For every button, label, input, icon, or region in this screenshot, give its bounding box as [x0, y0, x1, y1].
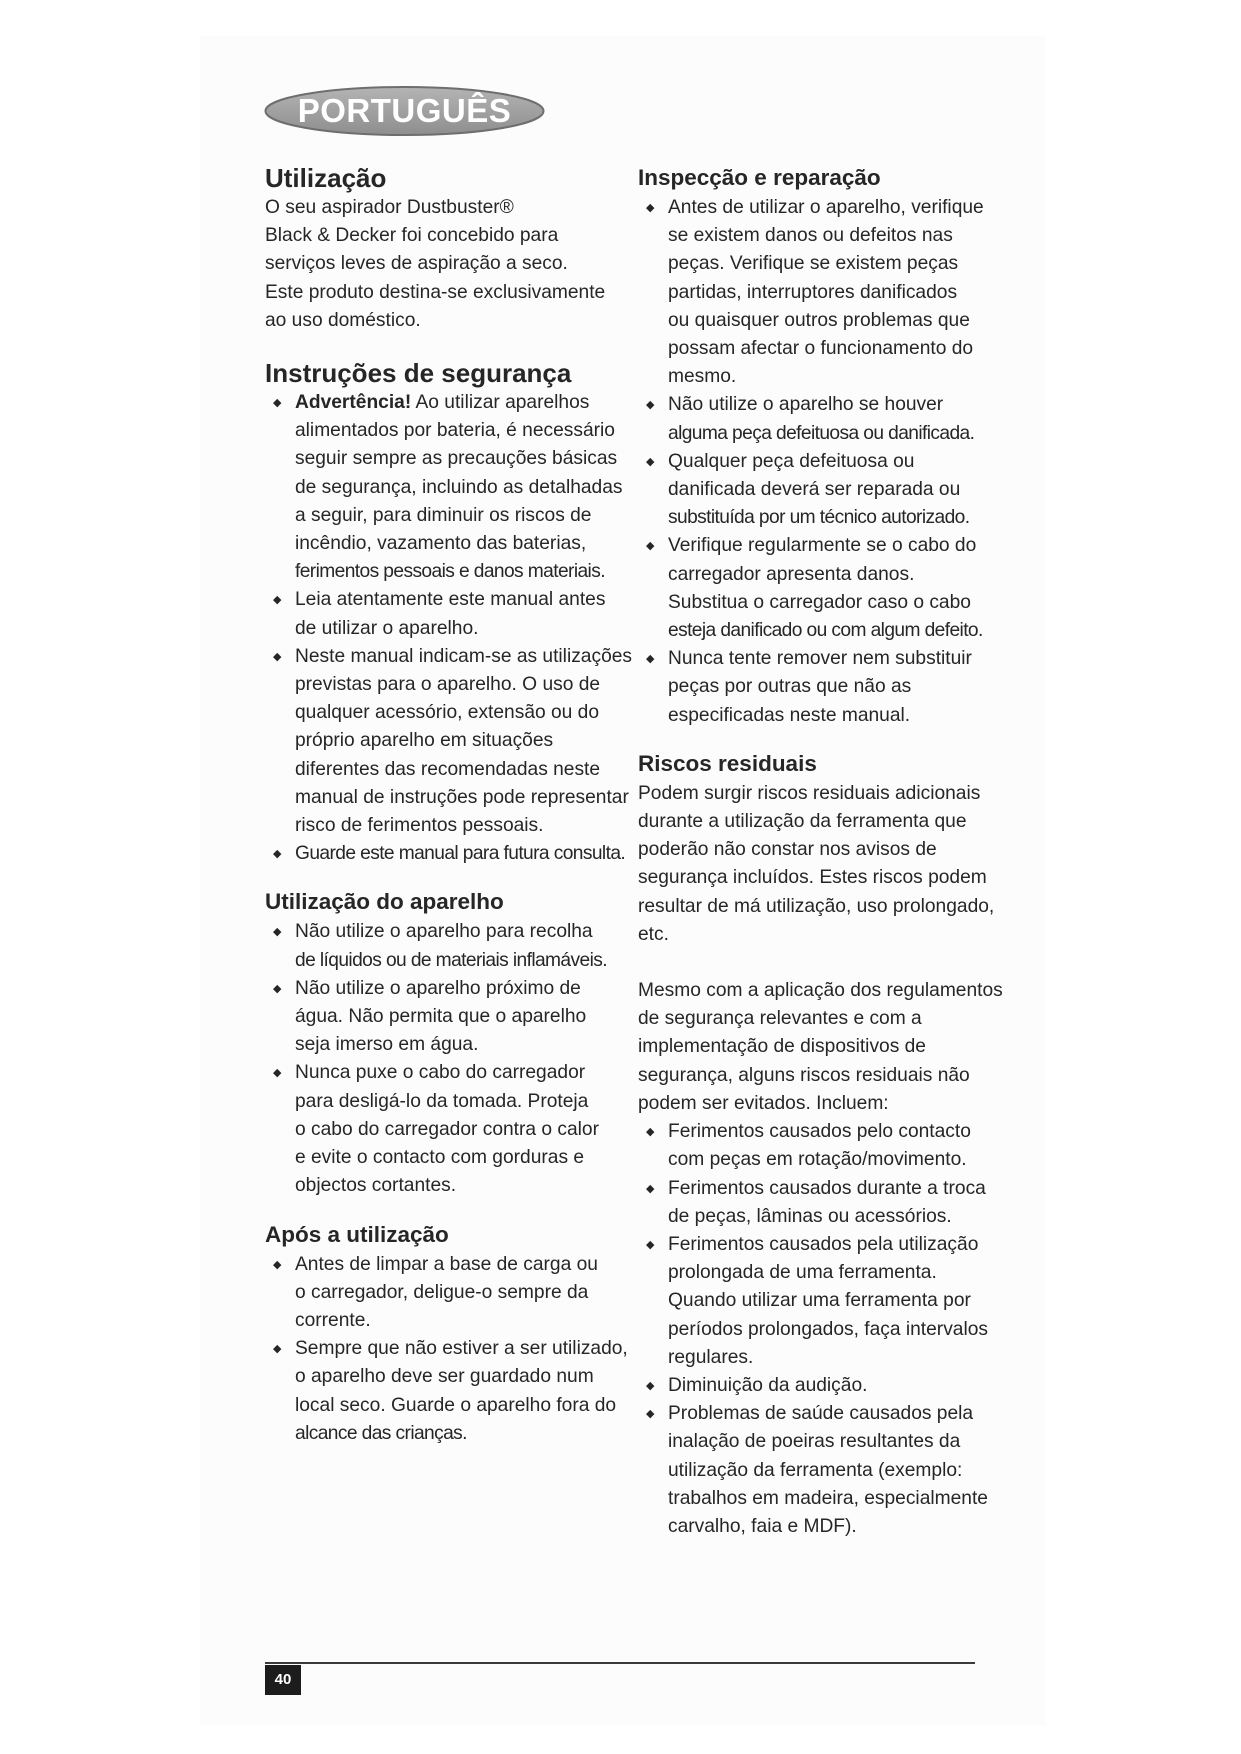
text-line: mesmo. — [668, 366, 737, 388]
text-line: Não utilize o aparelho para recolha — [295, 921, 593, 943]
list-riscos — [638, 1118, 1010, 1541]
text-line: Ferimentos causados pela utilização — [668, 1233, 979, 1255]
text-line: se existem danos ou defeitos nas — [668, 225, 953, 247]
text-line: Sempre que não estiver a ser utilizado, — [295, 1338, 628, 1360]
list-item — [265, 586, 635, 642]
text-line: Antes de utilizar o aparelho, verifique — [668, 197, 984, 218]
text-line: previstas para o aparelho. O uso de — [295, 674, 601, 696]
list-item — [638, 391, 1010, 447]
text-line: ou quaisquer outros problemas que — [668, 309, 970, 331]
text-line: diferentes das recomendadas neste — [295, 758, 601, 780]
text-line: alcance das crianças. — [295, 1422, 467, 1444]
text-line: local seco. Guarde o aparelho fora do — [295, 1394, 617, 1416]
text-line: carvalho, faia e MDF). — [668, 1515, 857, 1537]
list-item — [265, 918, 635, 974]
text-line: serviços leves de aspiração a seco. — [265, 253, 568, 275]
list-item — [638, 1400, 1010, 1541]
text-line: especificadas neste manual. — [668, 704, 911, 726]
text-line: Não utilize o aparelho próximo de — [295, 977, 581, 999]
section-utilizacao-aparelho — [265, 886, 635, 1200]
text-line: seja imerso em água. — [295, 1034, 479, 1056]
text-line: água. Não permita que o aparelho — [295, 1006, 587, 1028]
text-line: partidas, interruptores danificados — [668, 281, 958, 303]
diamond-bullet-icon: ◆ — [273, 1343, 282, 1356]
section-riscos-residuais — [638, 748, 1010, 1541]
text-line: segurança incluídos. Estes riscos podem — [638, 867, 987, 889]
text-line: Neste manual indicam-se as utilizações — [295, 645, 632, 667]
diamond-bullet-icon: ◆ — [273, 982, 282, 995]
heading-utilizacao: Utilização — [265, 163, 387, 193]
paragraph-utilizacao — [265, 194, 635, 335]
text-line: Quando utilizar uma ferramenta por — [668, 1290, 971, 1312]
diamond-bullet-icon: ◆ — [646, 1408, 655, 1421]
text-line: para desligá-lo da tomada. Proteja — [295, 1090, 589, 1112]
list-inspeccao — [638, 194, 1010, 730]
heading-apos-utilizacao: Após a utilização — [265, 1221, 449, 1247]
diamond-bullet-icon: ◆ — [273, 397, 282, 410]
list-item — [265, 643, 635, 840]
section-inspeccao — [638, 162, 1010, 730]
text-line: Ferimentos causados pelo contacto — [668, 1121, 971, 1143]
text-line: Mesmo com a aplicação dos regulamentos — [638, 980, 1003, 1002]
list-seguranca — [265, 389, 635, 868]
text-line: etc. — [638, 923, 669, 945]
heading-instrucoes-seguranca: Instruções de segurança — [265, 358, 572, 389]
text-line: incêndio, vazamento das baterias, — [295, 533, 587, 555]
text-line: peças. Verifique se existem peças — [668, 253, 959, 275]
text-line: trabalhos em madeira, especialmente — [668, 1487, 988, 1509]
text-line: Ao utilizar aparelhos — [411, 392, 590, 414]
list-uso — [265, 918, 635, 1200]
text-line: segurança, alguns riscos residuais não — [638, 1064, 970, 1086]
list-apos — [265, 1251, 635, 1448]
text-line: seguir sempre as precauções básicas — [295, 448, 618, 470]
text-line: de peças, lâminas ou acessórios. — [668, 1205, 952, 1227]
list-item — [265, 389, 635, 586]
text-line: utilização da ferramenta (exemplo: — [668, 1459, 963, 1481]
heading-utilizacao-aparelho: Utilização do aparelho — [265, 889, 504, 915]
text-line: Qualquer peça defeituosa ou — [668, 450, 915, 472]
text-line: Substitua o carregador caso o cabo — [668, 591, 971, 613]
text-line: peças por outras que não as — [668, 676, 912, 698]
text-line: podem ser evitados. Incluem: — [638, 1092, 889, 1114]
text-line: Não utilize o aparelho se houver — [668, 394, 944, 416]
text-line: Problemas de saúde causados pela — [668, 1403, 974, 1425]
diamond-bullet-icon: ◆ — [646, 1238, 655, 1251]
text-line: durante a utilização da ferramenta que — [638, 811, 967, 833]
text-line: Nunca tente remover nem substituir — [668, 648, 972, 670]
list-item — [638, 645, 1010, 730]
text-line: de segurança relevantes e com a — [638, 1008, 922, 1030]
text-line: qualquer acessório, extensão ou do — [295, 702, 600, 724]
list-item — [638, 1372, 1010, 1400]
diamond-bullet-icon: ◆ — [273, 594, 282, 607]
text-line: alguma peça defeituosa ou danificada. — [668, 422, 975, 444]
text-line: de segurança, incluindo as detalhadas — [295, 476, 623, 498]
list-item — [265, 975, 635, 1060]
section-instrucoes-seguranca — [265, 357, 635, 868]
text-line: Verifique regularmente se o cabo do — [668, 535, 977, 557]
text-line: Este produto destina-se exclusivamente — [265, 281, 606, 303]
diamond-bullet-icon: ◆ — [273, 848, 282, 861]
diamond-bullet-icon: ◆ — [273, 926, 282, 939]
list-item — [265, 1059, 635, 1200]
text-line: regulares. — [668, 1346, 754, 1368]
heading-inspeccao: Inspecção e reparação — [638, 165, 881, 190]
text-line: risco de ferimentos pessoais. — [295, 815, 544, 837]
text-line: objectos cortantes. — [295, 1175, 457, 1197]
text-line: alimentados por bateria, é necessário — [295, 420, 615, 442]
footer-rule — [265, 1662, 975, 1664]
text-line: Nunca puxe o cabo do carregador — [295, 1062, 586, 1084]
text-line: de líquidos ou de materiais inflamáveis. — [295, 949, 607, 971]
list-item — [638, 1175, 1010, 1231]
list-item — [265, 1335, 635, 1448]
text-line: substituída por um técnico autorizado. — [668, 507, 970, 529]
text-line: o cabo do carregador contra o calor — [295, 1118, 599, 1140]
text-line: de utilizar o aparelho. — [295, 617, 479, 639]
list-item — [638, 194, 1010, 391]
text-line: danificada deverá ser reparada ou — [668, 479, 961, 501]
text-line: Antes de limpar a base de carga ou — [295, 1253, 598, 1275]
diamond-bullet-icon: ◆ — [646, 653, 655, 666]
list-item — [265, 840, 635, 868]
text-line: próprio aparelho em situações — [295, 730, 554, 752]
text-line: Diminuição da audição. — [668, 1374, 868, 1396]
text-line: corrente. — [295, 1309, 371, 1331]
section-utilizacao — [265, 162, 635, 335]
diamond-bullet-icon: ◆ — [273, 1067, 282, 1080]
text-line: manual de instruções pode representar — [295, 786, 629, 808]
language-label: PORTUGUÊS — [297, 92, 512, 129]
list-item — [265, 1251, 635, 1336]
text-line: períodos prolongados, faça intervalos — [668, 1318, 988, 1340]
text-line: Ferimentos causados durante a troca — [668, 1177, 986, 1199]
text-line: Podem surgir riscos residuais adicionais — [638, 782, 981, 804]
diamond-bullet-icon: ◆ — [646, 1379, 655, 1392]
text-line: a seguir, para diminuir os riscos de — [295, 504, 592, 526]
diamond-bullet-icon: ◆ — [646, 540, 655, 553]
text-line: prolongada de uma ferramenta. — [668, 1262, 937, 1284]
text-line: o aparelho deve ser guardado num — [295, 1366, 594, 1388]
list-item — [638, 1231, 1010, 1372]
list-item — [638, 1118, 1010, 1174]
text-line: e evite o contacto com gorduras e — [295, 1147, 585, 1169]
heading-riscos-residuais: Riscos residuais — [638, 750, 817, 776]
warning-label: Advertência! — [295, 392, 412, 414]
text-line: implementação de dispositivos de — [638, 1036, 926, 1058]
diamond-bullet-icon: ◆ — [646, 202, 655, 214]
text-line: com peças em rotação/movimento. — [668, 1149, 967, 1171]
text-line: Guarde este manual para futura consulta. — [295, 843, 626, 865]
list-item — [638, 448, 1010, 533]
text-line: o carregador, deligue-o sempre da — [295, 1281, 589, 1303]
text-line: ao uso doméstico. — [265, 309, 421, 331]
left-column — [265, 162, 635, 1448]
text-line: O seu aspirador Dustbuster® — [265, 197, 514, 218]
section-apos-utilizacao — [265, 1219, 635, 1448]
list-item — [638, 532, 1010, 645]
text-line: possam afectar o funcionamento do — [668, 338, 974, 360]
text-line: Leia atentamente este manual antes — [295, 589, 606, 611]
diamond-bullet-icon: ◆ — [646, 455, 655, 468]
text-line: resultar de má utilização, uso prolongado, — [638, 895, 995, 917]
diamond-bullet-icon: ◆ — [646, 1182, 655, 1195]
paragraph-riscos-1 — [638, 780, 1010, 949]
diamond-bullet-icon: ◆ — [646, 1126, 655, 1139]
right-column — [638, 162, 1010, 1541]
text-line: ferimentos pessoais e danos materiais. — [295, 561, 605, 583]
text-line: carregador apresenta danos. — [668, 563, 915, 585]
text-line: Black & Decker foi concebido para — [265, 225, 559, 247]
diamond-bullet-icon: ◆ — [646, 399, 655, 412]
paragraph-riscos-2 — [638, 977, 1010, 1118]
text-line: esteja danificado ou com algum defeito. — [668, 620, 983, 642]
text-line: poderão não constar nos avisos de — [638, 839, 937, 861]
page-number: 40 — [265, 1665, 301, 1695]
text-line: inalação de poeiras resultantes da — [668, 1431, 961, 1453]
language-badge — [262, 84, 547, 138]
diamond-bullet-icon: ◆ — [273, 650, 282, 663]
diamond-bullet-icon: ◆ — [273, 1258, 282, 1271]
